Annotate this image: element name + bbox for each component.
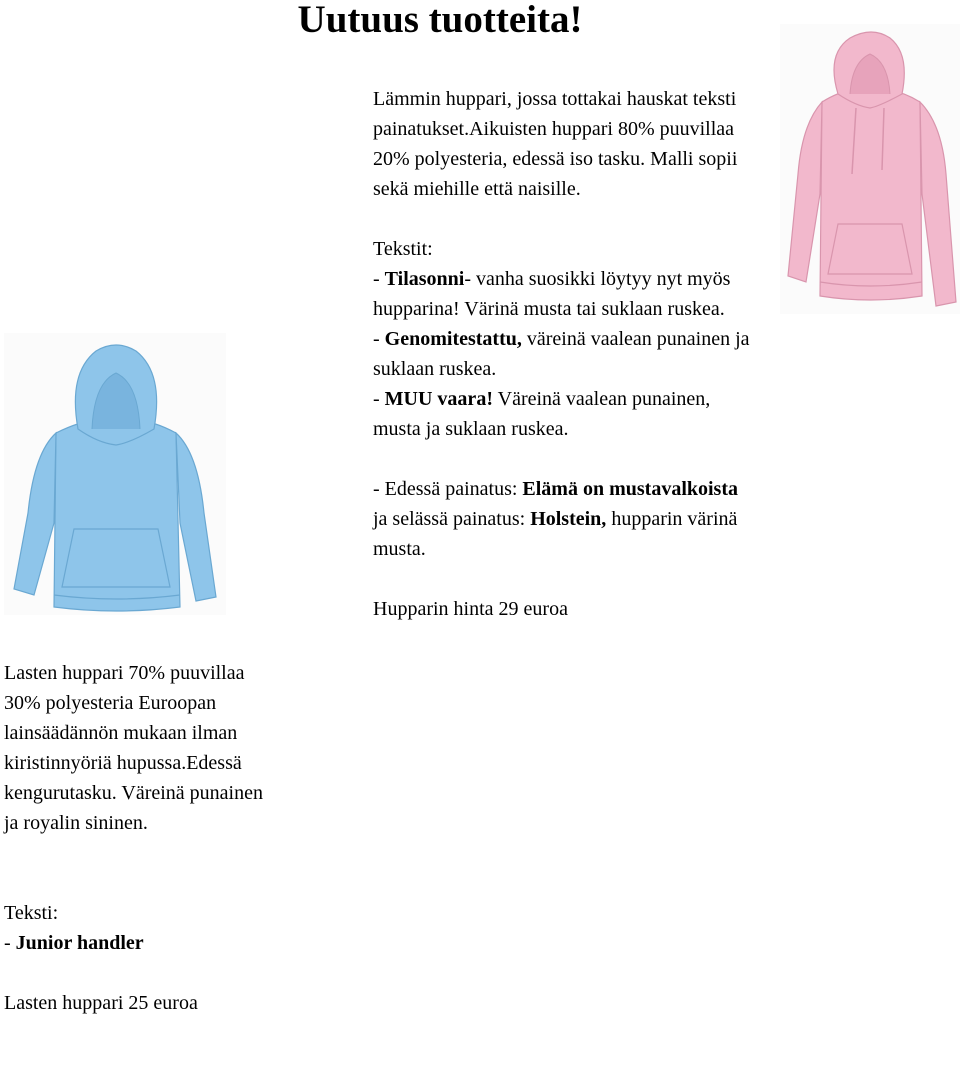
kids-hoodie-description: Lasten huppari 70% puuvillaa 30% polyesteria Euroopan lainsäädännön mukaan ilman kiristinnyöriä hupussa.Edessä kengurutasku. Väreinä punainen ja royalin sininen. (4, 662, 263, 834)
blue-hoodie-image (4, 333, 226, 615)
pink-hoodie-image (780, 24, 960, 314)
adult-hoodie-section (373, 84, 753, 624)
text-option-tilasonni: - Tilasonni- vanha suosikki löytyy nyt myös hupparina! Värinä musta tai suklaan ruskea. (373, 268, 731, 320)
print-description: - Edessä painatus: Elämä on mustavalkoista ja selässä painatus: Holstein, hupparin värinä musta. (373, 478, 738, 560)
text-option-muu-vaara: - MUU vaara! Väreinä vaalean punainen, musta ja suklaan ruskea. (373, 388, 711, 440)
page-title: Uutuus tuotteita! (297, 0, 583, 41)
kids-hoodie-price: Lasten huppari 25 euroa (4, 992, 198, 1014)
text-option-junior-handler: - Junior handler (4, 932, 144, 954)
adult-hoodie-price: Hupparin hinta 29 euroa (373, 598, 568, 620)
text-option-genomitestattu: - Genomitestattu, väreinä vaalean punainen ja suklaan ruskea. (373, 328, 750, 380)
adult-hoodie-description: Lämmin huppari, jossa tottakai hauskat teksti painatukset.Aikuisten huppari 80% puuvillaa 20% polyesteria, edessä iso tasku. Malli sopii sekä miehille että naisille. (373, 88, 738, 200)
kids-texts-heading: Teksti: (4, 902, 59, 924)
kids-hoodie-section (4, 658, 266, 1018)
adult-texts-heading: Tekstit: (373, 238, 433, 260)
